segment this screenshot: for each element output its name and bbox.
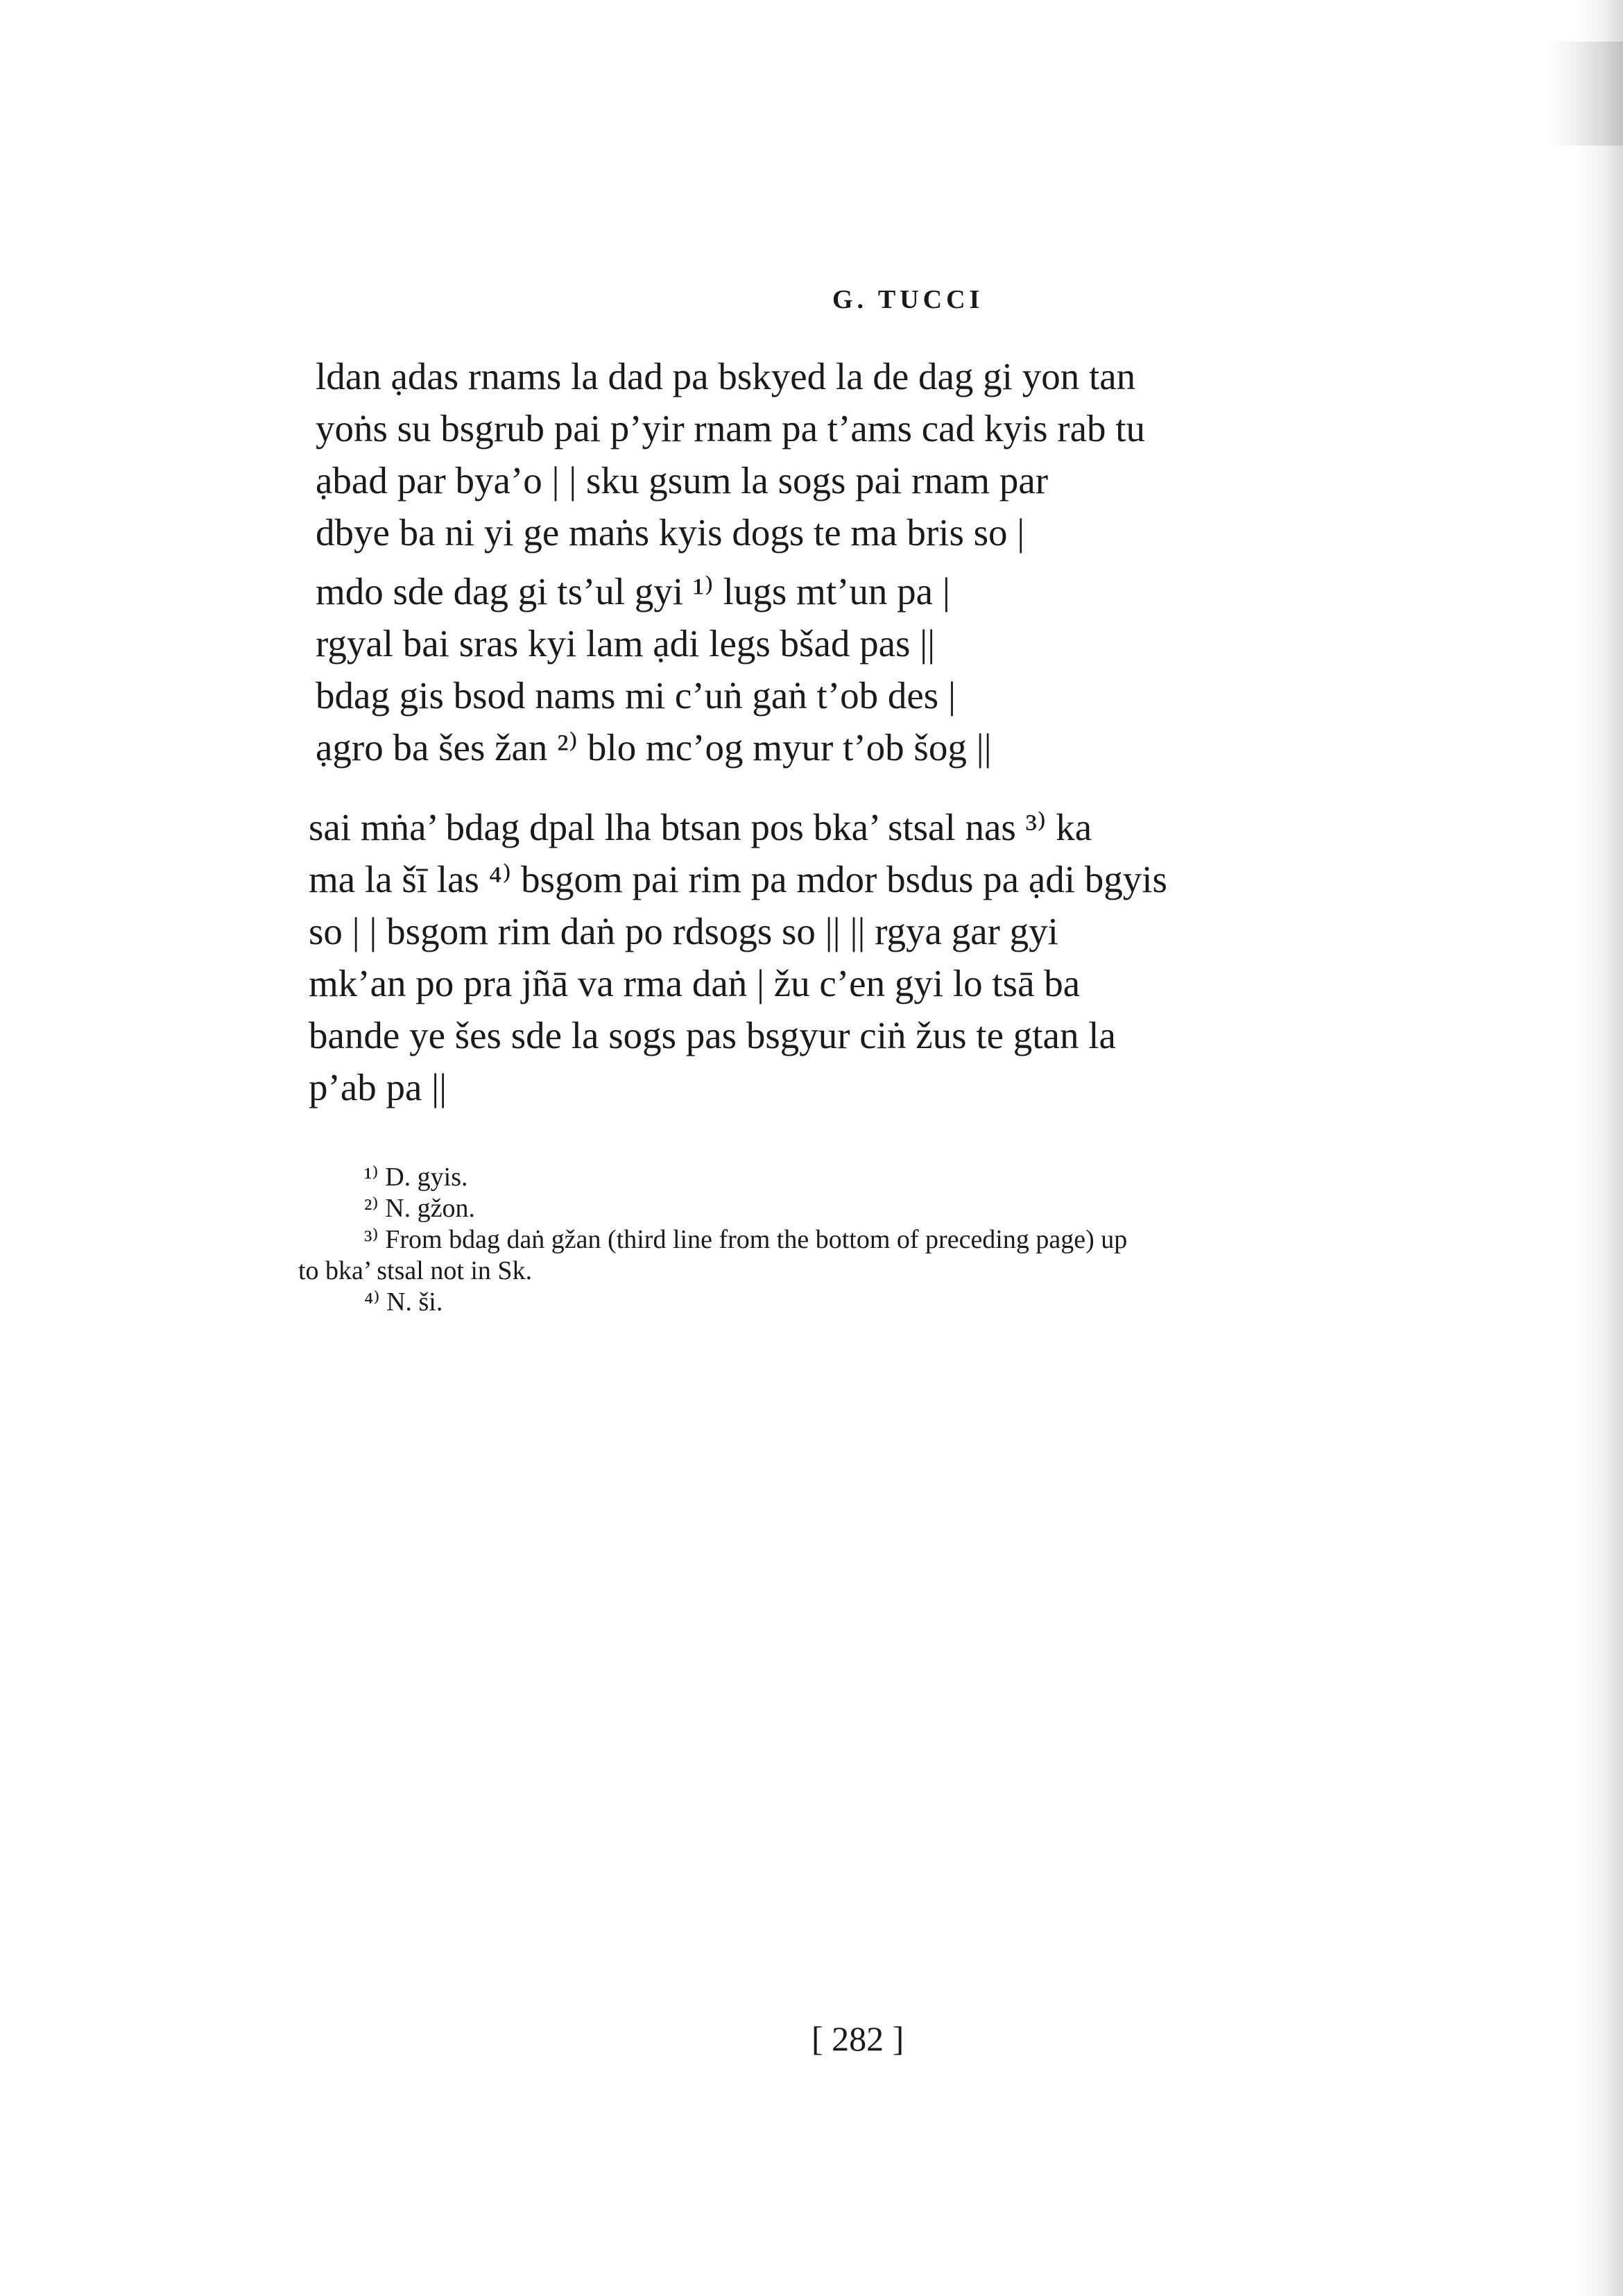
text-line: yoṅs su bsgrub pai p’yir rnam pa t’ams cad kyis rab tu <box>316 407 1146 449</box>
page-edge-shadow <box>1574 0 1623 2296</box>
verse-line: rgyal bai sras kyi lam ạdi legs bšad pas || <box>316 622 936 665</box>
text-line: ạbad par bya’o | | sku gsum la sogs pai rnam par <box>316 459 1049 502</box>
footnote: ⁴⁾ N. ši. <box>364 1287 443 1317</box>
verse-line: mdo sde dag gi ts’ul gyi ¹⁾ lugs mt’un pa | <box>316 570 950 612</box>
text-line: ma la šī las ⁴⁾ bsgom pai rim pa mdor bsdus pa ạdi bgyis <box>309 858 1167 900</box>
text-line: p’ab pa || <box>309 1066 447 1108</box>
text-line: sai mṅa’ bdag dpal lha btsan pos bka’ stsal nas ³⁾ ka <box>309 806 1092 848</box>
prose-paragraph-colophon <box>309 801 1481 1113</box>
text-line: ldan ạdas rnams la dad pa bskyed la de dag gi yon tan <box>316 355 1136 397</box>
text-line: mk’an po pra jñā va rma daṅ | žu c’en gyi lo tsā ba <box>309 962 1081 1004</box>
text-line: dbye ba ni yi ge maṅs kyis dogs te ma bris so | <box>316 511 1025 554</box>
footnotes <box>298 1162 1477 1318</box>
page-number: [ 282 ] <box>812 2019 904 2058</box>
footnote-continuation: to bka’ stsal not in Sk. <box>298 1256 533 1285</box>
footnote: ³⁾ From bdag daṅ gžan (third line from the bottom of preceding page) up <box>364 1225 1128 1254</box>
verse-stanza <box>316 565 1488 773</box>
verse-line: ạgro ba šes žan ²⁾ blo mc’og myur t’ob šog || <box>316 726 992 769</box>
text-line: so | | bsgom rim daṅ po rdsogs so || || rgya gar gyi <box>309 910 1058 952</box>
text-line: bande ye šes sde la sogs pas bsgyur ciṅ žus te gtan la <box>309 1014 1116 1056</box>
footnote: ²⁾ N. gžon. <box>364 1194 476 1223</box>
page-edge-tab <box>1547 42 1623 146</box>
running-head: G. TUCCI <box>832 285 984 314</box>
prose-paragraph-1 <box>316 350 1488 558</box>
footnote: ¹⁾ D. gyis. <box>364 1163 468 1192</box>
verse-line: bdag gis bsod nams mi c’uṅ gaṅ t’ob des | <box>316 674 956 717</box>
